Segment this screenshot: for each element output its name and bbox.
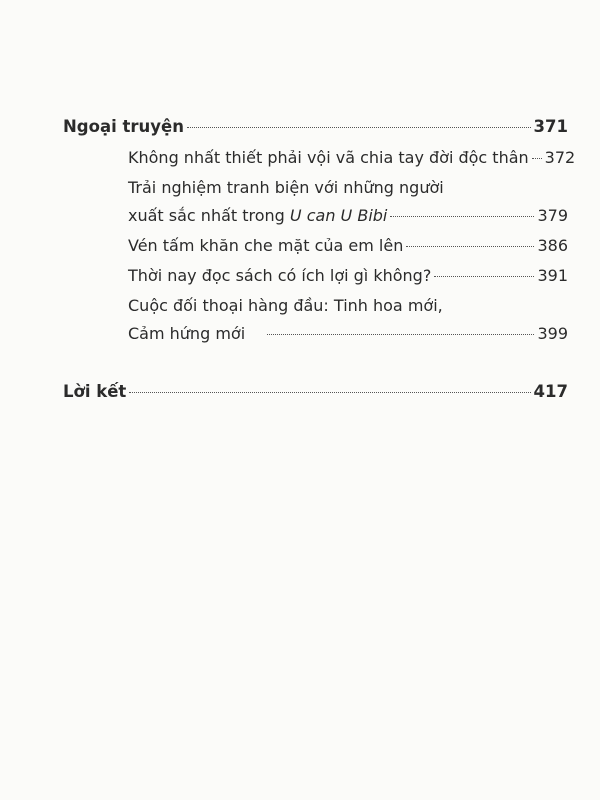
page-number: 391: [537, 266, 568, 285]
entry-title: Không nhất thiết phải vội vã chia tay đời độc thân: [128, 148, 529, 167]
toc-entry-line: [128, 296, 443, 315]
page-number: 386: [537, 236, 568, 255]
entry-title: Cuộc đối thoại hàng đầu: Tinh hoa mới,: [128, 296, 443, 315]
dot-leader: [406, 246, 534, 247]
page-number: 399: [537, 324, 568, 343]
entry-title: Vén tấm khăn che mặt của em lên: [128, 236, 404, 255]
section-title: Ngoại truyện: [63, 117, 184, 136]
dot-leader: [187, 127, 531, 128]
toc-section-ngoai-truyen: [63, 117, 568, 136]
toc-entry: [128, 148, 576, 167]
toc-entry: [128, 206, 568, 225]
dot-leader: [267, 334, 534, 335]
dot-leader: [390, 216, 534, 217]
entry-title-continued: [128, 206, 387, 225]
dot-leader: [129, 392, 530, 393]
toc-entry: [128, 266, 568, 285]
entry-title-italic: U can U Bibi: [289, 206, 388, 225]
entry-title-continued: Cảm hứng mới: [128, 324, 246, 343]
entry-title: Trải nghiệm tranh biện với những người: [128, 178, 444, 197]
section-title: Lời kết: [63, 382, 127, 401]
dot-leader: [532, 158, 542, 159]
page-number: 417: [533, 382, 568, 401]
toc-entry: [128, 324, 568, 343]
page-number: 379: [537, 206, 568, 225]
entry-title-prefix: xuất sắc nhất trong: [128, 206, 290, 225]
page-number: 372: [544, 148, 576, 167]
entry-title: Thời nay đọc sách có ích lợi gì không?: [128, 266, 432, 285]
toc-entry: [128, 236, 568, 255]
page-number: 371: [533, 117, 568, 136]
dot-leader: [434, 276, 534, 277]
toc-section-loi-ket: [63, 382, 568, 401]
toc-entry-line: [128, 178, 444, 197]
